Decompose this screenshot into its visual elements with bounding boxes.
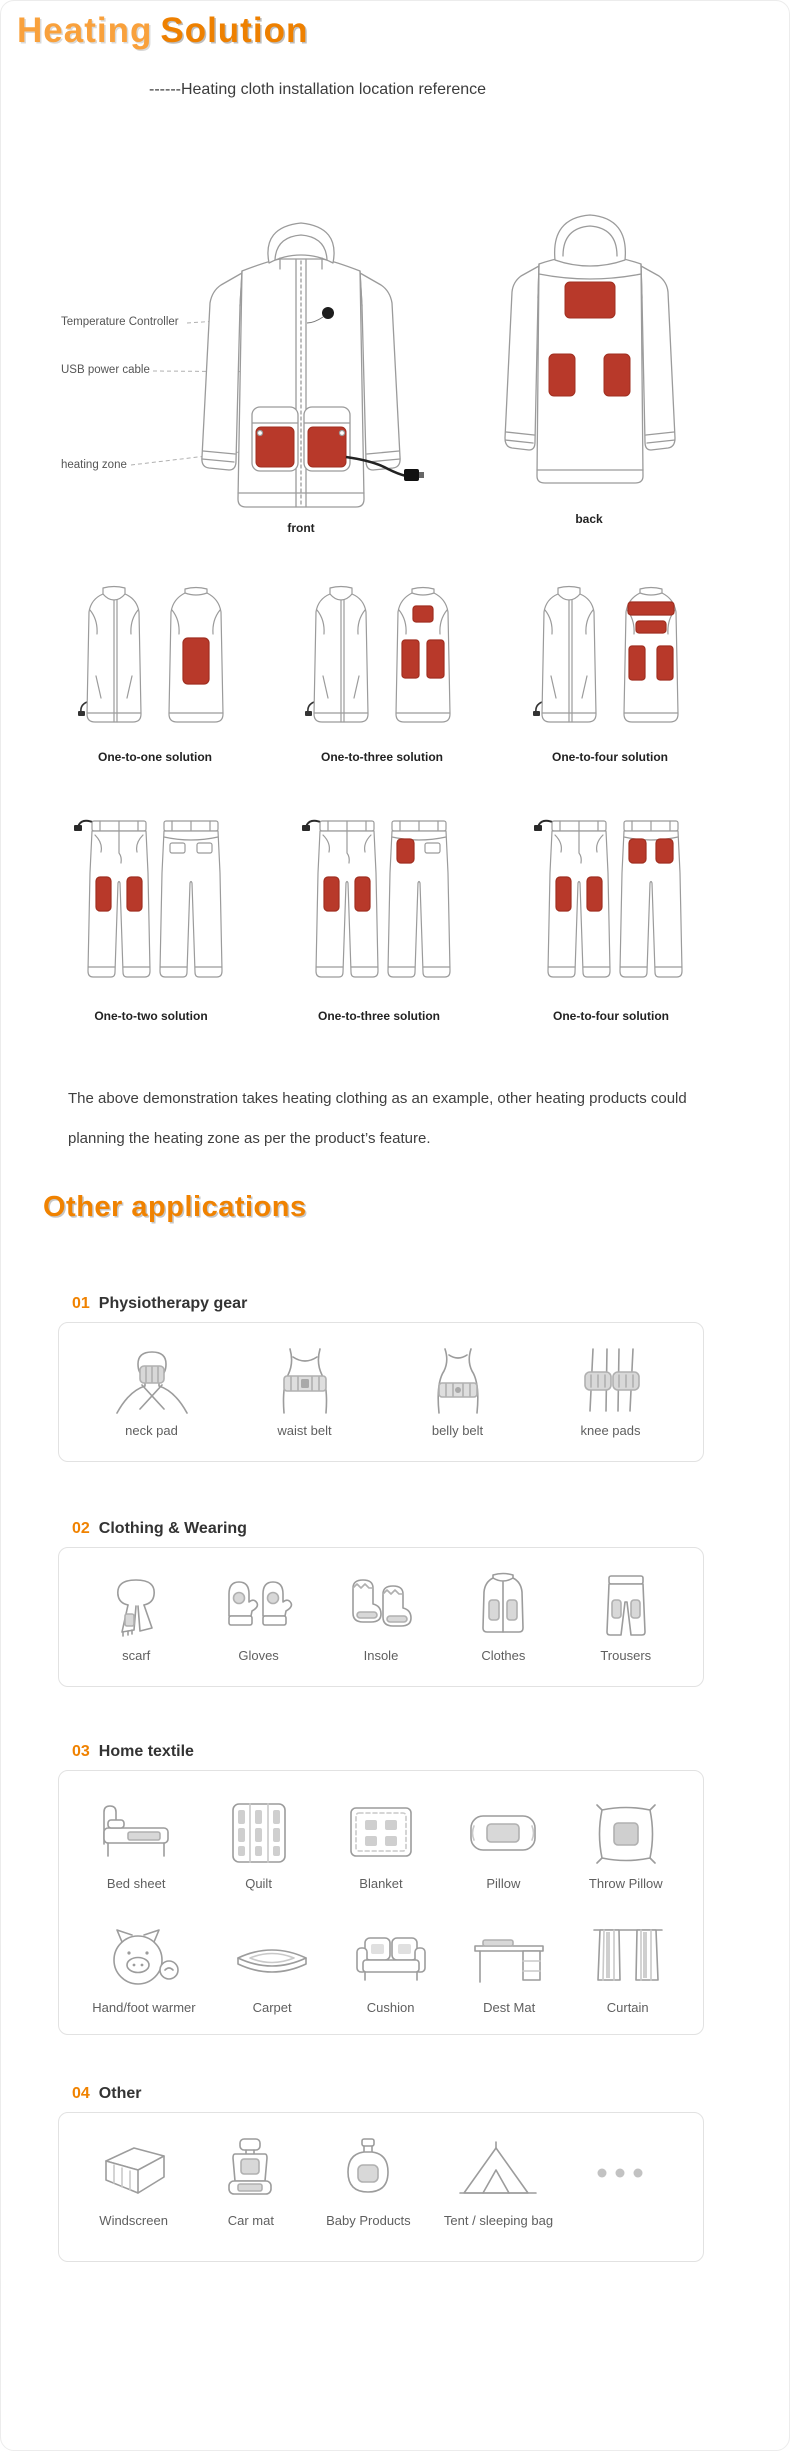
section-03-title: Home textile — [98, 1743, 194, 1760]
section-04-header — [72, 2085, 704, 2103]
neck-pad-icon — [110, 1345, 194, 1417]
section-physiotherapy-gear — [58, 1295, 704, 1462]
blanket-icon — [339, 1798, 423, 1870]
app-item-label: Blanket — [359, 1875, 403, 1891]
trouser-pair-two-illustration — [71, 813, 231, 993]
section-01-box — [58, 1322, 704, 1462]
app-item-label: Clothes — [481, 1648, 526, 1663]
page-subtitle: ------Heating cloth installation location reference — [149, 81, 487, 98]
app-item-insole — [339, 1570, 423, 1663]
app-item-car-mat — [209, 2135, 293, 2228]
app-item-label: Dest Mat — [483, 2000, 536, 2016]
usb-plug — [404, 469, 419, 481]
app-item-label: Curtain — [606, 2000, 649, 2016]
tent-icon — [456, 2135, 540, 2207]
callout-temperature-controller: Temperature Controller — [61, 316, 179, 328]
app-item-throw-pillow — [584, 1798, 668, 1891]
app-item-knee-pads — [569, 1345, 653, 1438]
section-home-textile — [58, 1743, 704, 2035]
page-title — [17, 11, 308, 51]
section-02-number: 02 — [72, 1520, 90, 1537]
trouser-solution-four — [531, 813, 691, 1023]
trouser-solution-three-label: One-to-three solution — [318, 1009, 440, 1023]
app-item-hand-foot-warmer — [92, 1922, 195, 2015]
vest-pair-one-illustration — [75, 584, 235, 734]
bed-sheet-icon — [94, 1798, 178, 1870]
windscreen-icon — [92, 2135, 176, 2207]
app-item-pillow — [461, 1798, 545, 1891]
vest-solution-three-label: One-to-three solution — [321, 750, 443, 764]
jacket-diagram — [1, 206, 790, 551]
app-item-tent-sleeping-bag — [444, 2135, 553, 2228]
app-item-label: Carpet — [252, 2000, 292, 2016]
app-item-quilt — [217, 1798, 301, 1891]
vest-solution-four-label: One-to-four solution — [552, 750, 668, 764]
section-04-title: Other — [98, 2085, 142, 2102]
vest-solutions-row — [1, 576, 790, 796]
app-item-waist-belt — [263, 1345, 347, 1438]
app-item-label: neck pad — [125, 1423, 178, 1438]
curtain-icon — [586, 1922, 670, 1994]
section-03-box — [58, 1770, 704, 2035]
section-04-box — [58, 2112, 704, 2262]
trouser-solution-three — [299, 813, 459, 1023]
note-line-1: The above demonstration takes heating clothing as an example, other heating products could — [68, 1090, 687, 1107]
vest-solution-one-label: One-to-one solution — [98, 750, 212, 764]
jacket-back-illustration — [483, 208, 698, 508]
app-item-label: Pillow — [486, 1875, 521, 1891]
app-item-blanket — [339, 1798, 423, 1891]
vest-pair-four-illustration — [530, 584, 690, 734]
app-item-label: Hand/foot warmer — [92, 2000, 196, 2016]
app-item-label: scarf — [122, 1648, 151, 1663]
app-item-label: Trousers — [600, 1648, 652, 1663]
note-paragraph — [68, 1079, 687, 1159]
section-02-box — [58, 1547, 704, 1687]
throw-pillow-icon — [584, 1798, 668, 1870]
app-item-label: knee pads — [580, 1423, 641, 1438]
hand-foot-warmer-icon — [102, 1922, 186, 1994]
section-other — [58, 2085, 704, 2262]
app-item-more — [586, 2135, 670, 2207]
page-title-bold: Solution — [160, 11, 309, 50]
app-item-belly-belt — [416, 1345, 500, 1438]
callout-heating-zone: heating zone — [61, 459, 127, 471]
vest-solution-one — [75, 584, 235, 764]
app-item-bed-sheet — [94, 1798, 178, 1891]
belly-belt-icon — [416, 1345, 500, 1417]
app-item-label: Quilt — [245, 1875, 272, 1891]
temperature-controller-dot — [322, 307, 334, 319]
app-item-desk-mat — [467, 1922, 551, 2015]
note-line-2: planning the heating zone as per the product’s feature. — [68, 1130, 431, 1147]
app-item-label: Car mat — [227, 2213, 274, 2228]
vest-solution-three — [302, 584, 462, 764]
back-caption: back — [575, 512, 603, 526]
cushion-icon — [349, 1922, 433, 1994]
jacket-front-illustration — [176, 211, 426, 531]
app-item-windscreen — [92, 2135, 176, 2228]
app-item-curtain — [586, 1922, 670, 2015]
section-03-number: 03 — [72, 1743, 90, 1760]
clothes-icon — [461, 1570, 545, 1642]
waist-belt-icon — [263, 1345, 347, 1417]
section-02-title: Clothing & Wearing — [98, 1520, 247, 1537]
insole-icon — [339, 1570, 423, 1642]
app-item-label: Baby Products — [326, 2213, 411, 2228]
trouser-solution-two — [71, 813, 231, 1023]
app-item-trousers — [584, 1570, 668, 1663]
app-item-label: belly belt — [431, 1423, 484, 1438]
app-item-cushion — [349, 1922, 433, 2015]
section-04-number: 04 — [72, 2085, 90, 2102]
app-item-clothes — [461, 1570, 545, 1663]
section-01-header — [72, 1295, 704, 1313]
app-item-label: Throw Pillow — [588, 1875, 663, 1891]
section-01-title: Physiotherapy gear — [98, 1295, 248, 1312]
pillow-icon — [461, 1798, 545, 1870]
app-item-label: Bed sheet — [106, 1875, 166, 1891]
knee-pads-icon — [569, 1345, 653, 1417]
app-item-neck-pad — [110, 1345, 194, 1438]
trouser-solution-four-label: One-to-four solution — [553, 1009, 669, 1023]
section-01-number: 01 — [72, 1295, 90, 1312]
scarf-icon — [94, 1570, 178, 1642]
carpet-icon — [230, 1922, 314, 1994]
quilt-icon — [217, 1798, 301, 1870]
front-caption: front — [287, 521, 315, 535]
section-02-header — [72, 1520, 704, 1538]
app-item-label: Insole — [363, 1648, 399, 1663]
gloves-icon — [217, 1570, 301, 1642]
vest-solution-four — [530, 584, 690, 764]
section-clothing-wearing — [58, 1520, 704, 1687]
trouser-pair-four-illustration — [531, 813, 691, 993]
home-textile-row-2 — [75, 1922, 687, 2015]
other-applications-heading: Other applications — [43, 1191, 307, 1223]
app-item-scarf — [94, 1570, 178, 1663]
app-item-label: waist belt — [277, 1423, 332, 1438]
app-item-label: Cushion — [366, 2000, 415, 2016]
trouser-solutions-row — [1, 799, 790, 1034]
app-item-label: Gloves — [238, 1648, 279, 1663]
app-item-baby-products — [326, 2135, 411, 2228]
section-03-header — [72, 1743, 704, 1761]
app-item-label: Windscreen — [99, 2213, 168, 2228]
ellipsis-icon — [586, 2135, 670, 2207]
trouser-pair-three-illustration — [299, 813, 459, 993]
app-item-label: Tent / sleeping bag — [443, 2213, 554, 2228]
app-item-gloves — [217, 1570, 301, 1663]
app-item-carpet — [230, 1922, 314, 2015]
home-textile-row-1 — [75, 1798, 687, 1891]
trouser-solution-two-label: One-to-two solution — [94, 1009, 208, 1023]
car-mat-icon — [209, 2135, 293, 2207]
desk-mat-icon — [467, 1922, 551, 1994]
baby-products-icon — [326, 2135, 410, 2207]
vest-pair-three-illustration — [302, 584, 462, 734]
trousers-icon — [584, 1570, 668, 1642]
page-title-light: Heating — [17, 11, 153, 50]
callout-usb-power-cable: USB power cable — [61, 364, 150, 376]
